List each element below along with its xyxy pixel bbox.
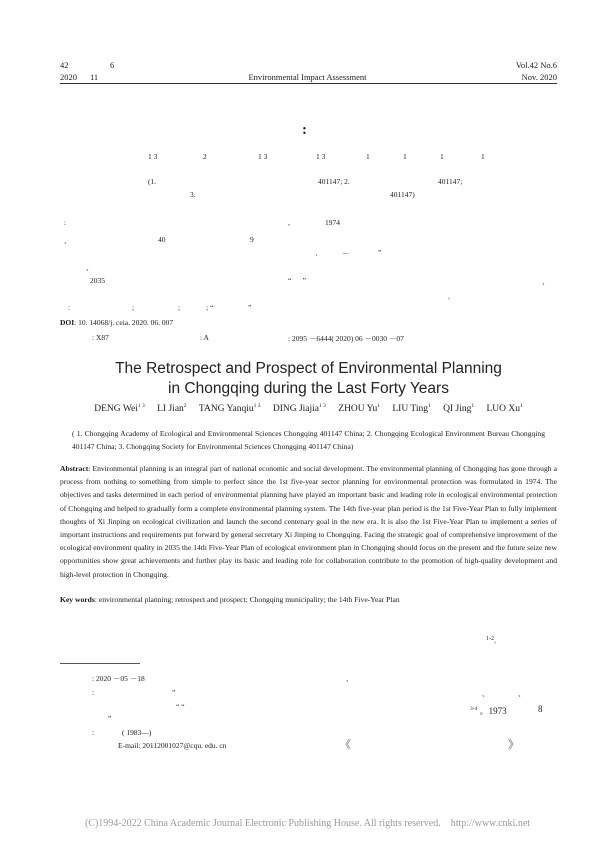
cn-sup-5: 1: [366, 152, 370, 161]
footnote-email: E-mail: 20112001027@cqu. edu. cn: [118, 741, 227, 750]
header-date-en: Nov. 2020: [521, 72, 557, 82]
footnote-rule: [60, 663, 140, 664]
english-title: [60, 359, 557, 399]
cn-abs-40: 40: [158, 235, 166, 244]
cn-kw-colon: :: [68, 303, 71, 312]
header-issue-num: 6: [110, 60, 115, 70]
author-5: ZHOU Yu$^1$: [338, 402, 380, 414]
footnote-author-colon: :: [92, 728, 95, 737]
doi-value: : 10. 14068/j. ceia. 2020. 06. 007: [74, 318, 174, 327]
body-ref-1: [486, 636, 500, 645]
keywords-label: Key words: [60, 595, 95, 604]
author-3: TANG Yanqiu$^{1 3}$: [198, 402, 261, 414]
footnote-fund-quote: ”: [172, 688, 176, 697]
cn-sup-6: 1: [403, 152, 407, 161]
cn-abs-quote: ”: [378, 248, 382, 257]
body-ref-2: [470, 704, 507, 717]
cn-abs-comma: ,: [288, 218, 290, 227]
cn-abs-dash: －: [342, 249, 350, 258]
footnote-author-birth: ( 1983—): [122, 728, 152, 737]
copyright-footer: (C)1994-2022 China Academic Journal Electronic Publishing House. All rights reserved. http://www.cnki.net: [84, 818, 531, 829]
body-year-1973: 。1973: [479, 706, 507, 716]
author-2: LI Jian$^2$: [157, 402, 187, 414]
english-keywords: [60, 595, 557, 604]
body-ref-period: 。: [494, 639, 501, 645]
cn-kw-semi1: ;: [132, 303, 135, 312]
english-authors: [60, 404, 557, 414]
keywords-text: : environmental planning; retrospect and prospect; Chongqing municipality; the 14th Five-Year Plan: [94, 595, 400, 604]
body-book-close: 》: [508, 739, 519, 751]
footnote-fund-colon: :: [92, 688, 95, 697]
cn-sup-4: 1 3: [316, 152, 326, 161]
body-ref-sup: 1-2: [486, 636, 494, 642]
cn-abs-period: 。: [448, 295, 455, 301]
cn-kw-semi2: ;: [178, 303, 181, 312]
body-comma-b: 、: [482, 689, 490, 698]
abstract-label: Abstract: [60, 464, 89, 473]
author-6: LIU Ting$^1$: [392, 402, 431, 414]
header-vol-issue-en: Vol.42 No.6: [515, 60, 557, 70]
author-1: DENG Wei$^{1 3}$: [94, 402, 145, 414]
cn-abs-quote-pair: “ ”: [288, 276, 306, 285]
body-comma-a: 、: [346, 674, 354, 683]
cn-abs-punct: ,: [316, 251, 318, 257]
cn-affil-open: (1.: [148, 177, 157, 186]
footnote-fund-line2: “ “: [176, 702, 185, 711]
cn-abstract: [60, 218, 557, 308]
body-comma-c: 、: [518, 689, 526, 698]
cn-sup-7: 1: [440, 152, 444, 161]
cn-abs-1974: 1974: [325, 218, 340, 227]
cn-affil-zip3: 401147): [390, 190, 415, 199]
header-journal-en: Environmental Impact Assessment: [248, 72, 367, 82]
english-affiliations: ( 1. Chongqing Academy of Ecological and Environmental Sciences Chongqing 401147 China; 2. Chongqing Ecological Environment Bureau Chongqing 401147 China; 3. Chongqing Society for Environmental Sciences Chongqing 401147 China): [72, 429, 545, 451]
cn-abs-comma3: 、: [86, 263, 94, 272]
author-4: DING Jiajia$^{1 3}$: [272, 402, 326, 414]
cn-abs-comma4: 、: [542, 277, 550, 286]
cn-abs-comma2: 、: [64, 236, 72, 245]
class-code: : X87: [92, 333, 109, 342]
cn-kw-semi3: ; “: [206, 303, 214, 312]
english-abstract: [60, 462, 557, 581]
body-ref-sup2: 3-4: [470, 706, 478, 712]
header-rule: [60, 83, 557, 84]
english-title-line1: The Retrospect and Prospect of Environmental Planning: [115, 360, 502, 377]
cn-abs-9: 9: [250, 235, 254, 244]
header-volume: [60, 60, 69, 70]
cn-affil-num3: 3.: [190, 190, 196, 199]
abstract-text: : Environmental planning is an integral part of national economic and social development. The environmental planning of Chongqing has gone through a process from nothing to something from simple to perfect since the 1st five-year sector planning for environmental protection was formulated in 1974. The objectives and tasks determined in each period of environmental planning have played an important basic and leading role in ecological environmental protection of Chongqing and helped to gradually form a complete environmental planning system. The 14th five-year plan period is the 1st Five-Year Plan to fully implement thoughts of Xi Jinping on ecological civilization and launch the second centenary goal in the new era. It is also the 1st Five-Year Plan to implement a series of important instructions and requirements put forward by general secretary Xi Jinping to Chongqing. Facing the strategic goal of comprehensive improvement of the ecological environment quality in 2035 the 14th Five-Year Plan of ecological environment plan in Chongqing should focus on the present and the future seize new opportunities show great achievements and further play its basic and leading role for collaboration contribute to the promotion of high-quality development and high-level protection in Chongqing.: [60, 464, 557, 579]
header-year: 2020: [60, 72, 77, 82]
body-eight: 8: [538, 704, 543, 714]
doi-line: [60, 318, 173, 327]
cn-kw-quote: ”: [248, 303, 252, 312]
cn-title-colon: :: [302, 122, 307, 138]
cn-sup-8: 1: [481, 152, 485, 161]
footnote-received: : 2020 －05 －18: [92, 674, 145, 683]
cn-sup-3: 1 3: [258, 152, 268, 161]
header-month: 11: [90, 72, 99, 82]
body-book-open: 《: [340, 739, 351, 751]
author-7: QI Jing$^1$: [443, 402, 475, 414]
header-issue: [110, 60, 114, 70]
english-title-line2: in Chongqing during the Last Forty Years: [168, 380, 449, 397]
doi-label: DOI: [60, 318, 75, 327]
cn-abs-colon: :: [64, 218, 67, 227]
cn-sup-2: 2: [203, 152, 207, 161]
author-8: LUO Xu$^1$: [486, 402, 523, 414]
header-vol-num: 42: [60, 60, 69, 70]
cn-affil-zip1: 401147; 2.: [318, 177, 350, 186]
footnote-fund-line3: ”: [108, 714, 112, 723]
cn-sup-1: 1 3: [148, 152, 158, 161]
cn-abs-2035: 2035: [90, 276, 105, 285]
article-id: : 2095 －6444( 2020) 06 －0030 －07: [288, 334, 404, 343]
doc-code: : A: [200, 333, 209, 342]
cn-affil-zip2: 401147;: [438, 177, 463, 186]
